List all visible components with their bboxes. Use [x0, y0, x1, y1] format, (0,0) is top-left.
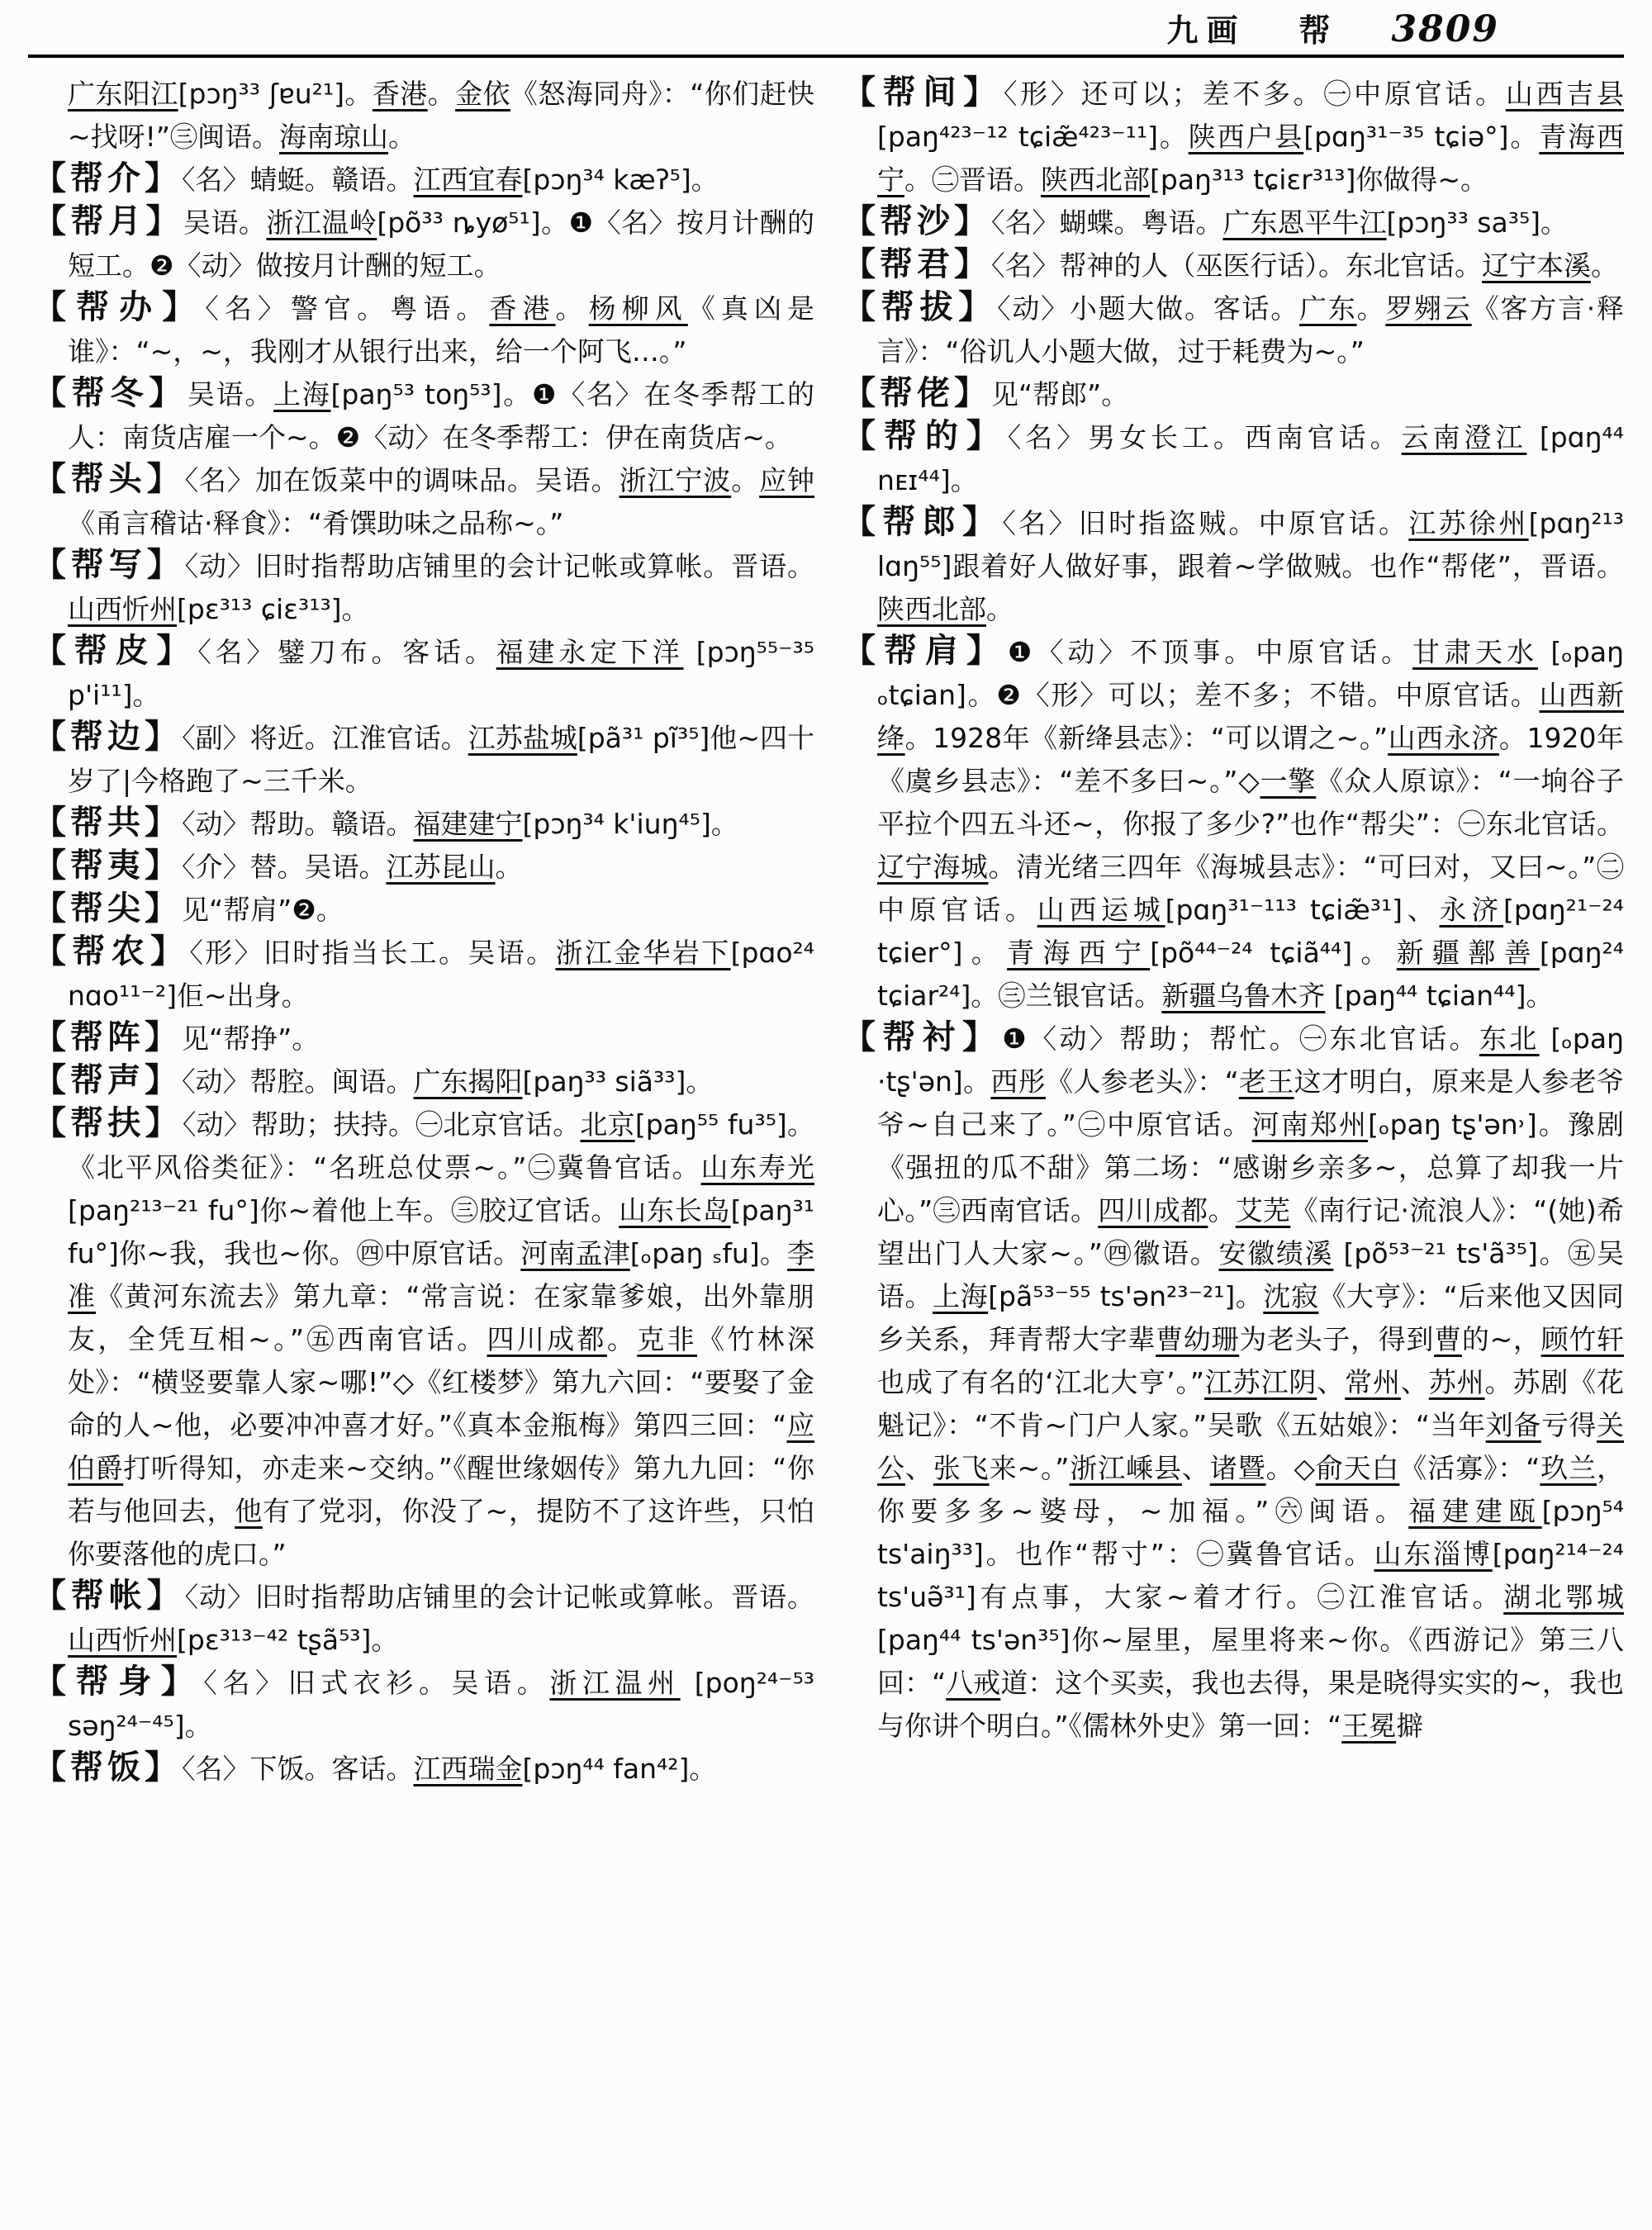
header-rule [28, 55, 1624, 58]
entry-headword: 【帮阵】 [33, 1018, 182, 1056]
entry-text: 、 [904, 1452, 933, 1484]
entry-headword: 【帮肩】 [843, 632, 1008, 670]
entry-text: 〈形〉还可以；差不多。㊀中原官话。 [1003, 78, 1506, 110]
section-heading: 九画 [1166, 12, 1246, 49]
proper-noun: 八戒 [946, 1667, 1001, 1699]
proper-noun: 山西新绛 [877, 679, 1625, 754]
proper-noun: 辽宁海城 [877, 851, 989, 883]
entry-text: 擗 [1396, 1710, 1424, 1742]
dict-entry [843, 287, 1624, 373]
dict-entry [843, 73, 1624, 202]
entry-text: 。 [986, 593, 1014, 625]
proper-noun: 香港 [489, 292, 556, 325]
entry-text: [pɛ³¹³⁻⁴² tʂã⁵³]。 [177, 1624, 399, 1656]
entry-text: 来~。” [989, 1452, 1070, 1484]
entry-text: 〈动〉旧时指帮助店铺里的会计记帐或算帐。晋语。 [184, 550, 815, 582]
dict-entry [843, 631, 1624, 1018]
proper-noun: 西彤 [990, 1065, 1047, 1098]
dict-entry [33, 803, 814, 846]
entry-text: 〈介〉替。吴语。 [182, 851, 387, 883]
entry-headword: 【帮身】 [33, 1663, 204, 1701]
left-column [33, 73, 814, 1791]
entry-text: [pɑŋ²¹⁻²⁴ tɕier°]。 [877, 894, 1625, 969]
entry-headword: 【帮君】 [843, 245, 991, 283]
entry-text: ❶〈动〉帮助；帮忙。㊀东北官话。 [1002, 1022, 1479, 1055]
entry-text: [põ³³ ȵyø⁵¹]。❶〈名〉按月计酬的短工。❷〈动〉做按月计酬的短工。 [68, 206, 815, 282]
entry-text: [paŋ³¹³ tɕiɛr³¹³]你做得~。 [1150, 164, 1488, 196]
entry-text: 〈名〉蝴蝶。粤语。 [991, 206, 1223, 239]
entry-headword: 【帮佬】 [843, 374, 991, 412]
dict-entry [33, 932, 814, 1018]
proper-noun: 湖北鄂城 [1503, 1581, 1625, 1613]
entry-text: [pɔŋ³⁴ kæʔ⁵]。 [522, 164, 719, 196]
entry-text: 见“帮郎”。 [991, 378, 1129, 410]
entry-headword: 【帮头】 [33, 460, 185, 498]
entry-text: 、 [1181, 1452, 1210, 1484]
proper-noun: 苏州 [1428, 1366, 1485, 1398]
entry-text: 有了党羽，你没了~，提防不了这许些，只怕你要落他的虎口。” [68, 1495, 815, 1570]
entry-text: [paŋ²¹³⁻²¹ fu°]你~着他上车。㊂胶辽官话。 [68, 1194, 620, 1226]
entry-text: 。 [387, 121, 415, 153]
entry-text: 。1920年《虞乡县志》：“差不多曰~。”◇ [877, 722, 1625, 797]
proper-noun: 安徽绩溪 [1218, 1237, 1334, 1269]
entry-text: [pã³¹ pĩ³⁵]他~四十岁了|今格跑了~三千米。 [68, 722, 815, 797]
entry-text: 《甬言稽诂·释食》：“肴馔助味之品称~。” [68, 507, 564, 539]
proper-noun: 江苏盐城 [468, 722, 577, 754]
entry-headword: 【帮写】 [33, 546, 185, 584]
entry-text: 《真凶是谁》：“~，~，我刚才从银行出来，给一个阿飞…。” [68, 292, 815, 368]
proper-noun: 诸暨 [1209, 1452, 1266, 1484]
proper-noun: 陕西户县 [1188, 121, 1304, 153]
entry-text: [pɑŋ⁴⁴ nᴇɪ⁴⁴]。 [877, 421, 1625, 496]
entry-text: [ₒpaŋ tʂ'ən˒]。豫剧《强扭的瓜不甜》第二场：“感谢乡亲多~，总算了却我一片心。”㊂西南官话。 [877, 1108, 1625, 1226]
entry-text: 。1928年《新绛县志》：“可以谓之~。” [904, 722, 1389, 754]
entry-text: [põ⁴⁴⁻²⁴ tɕiã⁴⁴]。 [1150, 937, 1397, 969]
entry-text: [põ⁵³⁻²¹ ts'ã³⁵]。㊄吴语。 [877, 1237, 1625, 1312]
entry-headword: 【帮帐】 [33, 1577, 185, 1615]
entry-headword: 【帮农】 [33, 932, 190, 970]
entry-headword: 【帮介】 [33, 159, 182, 197]
entry-text: 吴语。 [183, 206, 267, 239]
proper-noun: 永济 [1439, 894, 1503, 926]
entry-headword: 【帮尖】 [33, 890, 182, 928]
entry-text: 见“帮挣”。 [182, 1022, 320, 1055]
proper-noun: 山西忻州 [68, 593, 177, 625]
entry-text: 《众人原谅》：“一垧谷子平拉个四五斗还~，你报了多少?”也作“帮尖”：㊀东北官话。 [877, 765, 1624, 840]
entry-text: 《南行记·流浪人》：“(她)希望出门人大家~。”㊃徽语。 [877, 1194, 1624, 1269]
entry-text: 〈动〉帮助。赣语。 [182, 808, 414, 840]
entry-text: 打听得知，亦走来~交纳。”《醒世缘姻传》第九九回：“你若与他回去， [68, 1452, 815, 1527]
proper-noun: 张飞 [933, 1452, 990, 1484]
entry-text: 道：这个买卖，我也去得，果是晓得实实的~，我也与你讲个明白。”《儒林外史》第一回：“ [877, 1667, 1624, 1742]
entry-headword: 【帮扶】 [33, 1104, 183, 1142]
proper-noun: 关公 [877, 1409, 1625, 1484]
proper-noun: 河南郑州 [1251, 1108, 1369, 1141]
proper-noun: 青海西宁 [877, 121, 1625, 196]
entry-text: 《活寡》：“ [1399, 1452, 1540, 1484]
entry-headword: 【帮共】 [33, 804, 182, 842]
dict-entry [33, 1662, 814, 1748]
entry-text: 。 [731, 464, 760, 496]
entry-text: 〈名〉下饭。客话。 [182, 1753, 414, 1785]
proper-noun: 陕西北部 [1041, 164, 1150, 196]
entry-text: [pɑŋ²⁴ tɕiar²⁴]。㊂兰银官话。 [877, 937, 1625, 1012]
entry-text: [pɑŋ³¹⁻³⁵ tɕiə°]。 [1303, 121, 1540, 153]
entry-text: 《客方言·释言》：“俗讥人小题大做，过于耗费为~。” [877, 292, 1625, 368]
dict-entry [33, 202, 814, 287]
proper-noun: 顾竹轩 [1540, 1323, 1625, 1355]
proper-noun: 山西吉县 [1505, 78, 1625, 110]
entry-text: [paŋ³¹ fu°]你~我，我也~你。㊃中原官话。 [68, 1194, 814, 1269]
entry-text: 〈副〉将近。江淮官话。 [182, 722, 468, 754]
proper-noun: 广东阳江 [68, 78, 178, 110]
entry-text: 。㊁晋语。 [904, 164, 1041, 196]
proper-noun: 江苏昆山 [386, 851, 496, 883]
dict-entry [33, 373, 814, 459]
entry-headword: 【帮衬】 [843, 1018, 1003, 1056]
proper-noun: 福建建瓯 [1408, 1495, 1542, 1527]
dict-entry [33, 846, 814, 889]
proper-noun: 香港 [372, 78, 428, 110]
entry-text: 〈名〉男女长工。西南官话。 [1007, 421, 1402, 453]
entry-headword: 【帮间】 [843, 74, 1004, 112]
entry-text: ❶〈动〉不顶事。中原官话。 [1007, 636, 1413, 668]
entry-text: [pɔŋ⁴⁴ fan⁴²]。 [522, 1753, 717, 1785]
proper-noun: 浙江金华岩下 [555, 937, 731, 969]
entry-text: 。 [1208, 1194, 1236, 1226]
proper-noun: 浙江宁波 [619, 464, 732, 496]
proper-noun: 甘肃天水 [1412, 636, 1538, 668]
entry-text: 见“帮肩”❷。 [182, 894, 344, 926]
right-column [843, 73, 1624, 1748]
entry-headword: 【帮边】 [33, 718, 183, 756]
dict-entry [33, 159, 814, 202]
proper-noun: 陕西北部 [877, 593, 986, 625]
dict-entry [843, 502, 1624, 631]
proper-noun: 江苏江阴 [1203, 1366, 1317, 1398]
dict-entry [843, 202, 1624, 244]
entry-text: 〈动〉旧时指帮助店铺里的会计记帐或算帐。晋语。 [184, 1581, 815, 1613]
entry-text: 。 [427, 78, 456, 110]
proper-noun: 福建永定下洋 [496, 636, 684, 668]
proper-noun: 克非 [637, 1323, 697, 1355]
entry-text: [paŋ⁴⁴ tɕian⁴⁴]。 [1325, 980, 1554, 1012]
proper-noun: 福建建宁 [413, 808, 523, 840]
proper-noun: 新疆鄯善 [1396, 937, 1540, 969]
dict-entry [843, 244, 1624, 287]
page-number: 3809 [1391, 8, 1499, 50]
entry-headword: 【帮办】 [33, 288, 206, 326]
entry-text: 、 [1317, 1366, 1346, 1398]
proper-noun: 杨柳风 [588, 292, 688, 325]
proper-noun: 辽宁本溪 [1482, 249, 1591, 282]
proper-noun: 浙江温岭 [266, 206, 377, 239]
proper-noun: 山东淄博 [1374, 1538, 1493, 1570]
proper-noun: 一擎 [1260, 765, 1317, 797]
entry-text: [paŋ⁴²³⁻¹² tɕiæ̃⁴²³⁻¹¹]。 [877, 121, 1189, 153]
entry-text: 。 [495, 851, 523, 883]
entry-text: [pɔŋ⁵⁴ ts'aiŋ³³]。也作“帮寸”：㊀冀鲁官话。 [877, 1495, 1624, 1570]
entry-text: 〈动〉帮腔。闽语。 [182, 1065, 414, 1098]
dict-entry [33, 545, 814, 631]
entry-headword: 【帮沙】 [843, 202, 991, 240]
proper-noun: 北京 [580, 1108, 635, 1141]
entry-text: [pɑŋ²¹³ lɑŋ⁵⁵]跟着好人做好事，跟着~学做贼。也作“帮佬”，晋语。 [877, 507, 1625, 582]
entry-text: [paŋ⁵⁵ fu³⁵]。《北平风俗类征》：“名班总仗票~。”㊁冀鲁官话。 [68, 1108, 815, 1184]
entry-headword: 【帮声】 [33, 1061, 182, 1099]
entry-headword: 【帮月】 [33, 202, 183, 240]
entry-text: 〈名〉旧时指盗贼。中原官话。 [1002, 507, 1409, 539]
proper-noun: 上海 [273, 378, 331, 410]
entry-text: 〈名〉警官。粤语。 [205, 292, 490, 325]
entry-text: [pɔŋ³⁴ k'iuŋ⁴⁵]。 [522, 808, 738, 840]
dict-entry [843, 1018, 1624, 1748]
entry-text: 《竹林深处》：“横竖要靠人家~哪!”◇《红楼梦》第九六回：“要娶了金命的人~他，必要冲冲喜才好。”《真本金瓶梅》第四三回：“ [68, 1323, 815, 1441]
entry-text: 、 [1400, 1366, 1429, 1398]
proper-noun: 常州 [1345, 1366, 1401, 1398]
entry-text: 《人参老头》：“ [1046, 1065, 1239, 1098]
entry-headword: 【帮拔】 [843, 288, 998, 326]
proper-noun: 他 [235, 1495, 263, 1527]
entry-headword: 【帮皮】 [33, 632, 198, 670]
proper-noun: 四川成都 [1098, 1194, 1208, 1226]
proper-noun: 青海西宁 [1007, 937, 1151, 969]
proper-noun: 河南孟津 [520, 1237, 630, 1269]
entry-text: 〈名〉旧式衣衫。吴语。 [203, 1667, 550, 1699]
proper-noun: 东北 [1479, 1022, 1540, 1055]
proper-noun: 曹幼珊 [1156, 1323, 1240, 1355]
dict-entry [33, 459, 814, 545]
entry-text: 。 [606, 1323, 638, 1355]
entry-text: 。苏剧《花魁记》：“不肯~门户人家。”吴歌《五姑娘》：“当年 [877, 1366, 1625, 1441]
entry-text: 〈动〉小题大做。客话。 [997, 292, 1300, 325]
page-word: 帮 [1298, 12, 1339, 49]
entry-text: ，你要多多~婆母，~加福。”㊅闽语。 [877, 1452, 1625, 1527]
proper-noun: 应钟 [759, 464, 815, 496]
proper-noun: 上海 [933, 1280, 989, 1312]
dict-entry [33, 1103, 814, 1576]
entry-text: [paŋ⁵³ toŋ⁵³]。❶〈名〉在冬季帮工的人：南货店雇一个~。❷〈动〉在冬季帮工：伊在南货店~。 [68, 378, 815, 453]
dict-entry [843, 373, 1624, 416]
proper-noun: 广东揭阳 [413, 1065, 523, 1098]
entry-text: 。 [1591, 249, 1618, 282]
proper-noun: 应伯爵 [68, 1409, 815, 1484]
entry-text: 《怒海同舟》：“你们赶快~找呀!”㊂闽语。 [68, 78, 815, 153]
entry-text: [paŋ⁴⁴ ts'ən³⁵]你~屋里，屋里将来~你。《西游记》第三八回：“ [877, 1624, 1624, 1699]
entry-text: 《大亨》：“后来他又因同乡关系，拜青帮大字辈 [877, 1280, 1625, 1355]
entry-text: [ₒpaŋ ₛfu]。 [629, 1237, 787, 1269]
entry-text: [ₒpaŋ ₒtɕian]。❷〈形〉可以；差不多；不错。中原官话。 [877, 636, 1624, 711]
entry-text: [pɑo²⁴ nɑo¹¹⁻²]佢~出身。 [68, 937, 815, 1012]
proper-noun: 山西永济 [1388, 722, 1499, 754]
dict-entry [33, 287, 814, 373]
dict-entry [33, 631, 814, 717]
proper-noun: 俞天白 [1315, 1452, 1400, 1484]
entry-headword: 【帮的】 [843, 417, 1008, 455]
proper-noun: 艾芜 [1235, 1194, 1291, 1226]
entry-headword: 【帮郎】 [843, 503, 1003, 541]
entry-text: 〈名〉帮神的人（巫医行话）。东北官话。 [991, 249, 1482, 282]
dict-entry [33, 73, 814, 159]
proper-noun: 山西运城 [1037, 894, 1165, 926]
entry-text: 吴语。 [187, 378, 274, 410]
proper-noun: 沈寂 [1263, 1280, 1319, 1312]
proper-noun: 浙江温州 [549, 1667, 681, 1699]
entry-headword: 【帮饭】 [33, 1748, 182, 1786]
dict-entry [33, 1748, 814, 1791]
dict-entry [33, 717, 814, 803]
entry-text: [pã⁵³⁻⁵⁵ ts'ən²³⁻²¹]。 [988, 1280, 1264, 1312]
proper-noun: 广东恩平牛江 [1222, 206, 1387, 239]
proper-noun: 浙江嵊县 [1069, 1452, 1182, 1484]
entry-text: 也成了有名的‘江北大亨’。” [877, 1366, 1204, 1398]
proper-noun: 海南琼山 [278, 121, 388, 153]
proper-noun: 老王 [1238, 1065, 1294, 1098]
dict-entry [843, 416, 1624, 502]
proper-noun: 江苏徐州 [1408, 507, 1529, 539]
dict-entry [33, 1576, 814, 1662]
page-header [0, 5, 1499, 50]
proper-noun: 云南澄江 [1401, 421, 1527, 453]
entry-text: [pɔŋ³³ sa³⁵]。 [1386, 206, 1569, 239]
dict-entry [33, 1060, 814, 1103]
entry-text: 。 [1356, 292, 1386, 325]
entry-text: 〈形〉旧时指当长工。吴语。 [189, 937, 556, 969]
proper-noun: 玖兰 [1540, 1452, 1597, 1484]
entry-text: [pɔŋ³³ ʃɐu²¹]。 [178, 78, 373, 110]
proper-noun: 刘备 [1485, 1409, 1541, 1441]
entry-text: [pɔŋ⁵⁵⁻³⁵ p'i¹¹]。 [68, 636, 815, 711]
entry-headword: 【帮夷】 [33, 847, 182, 885]
entry-text: [pɑŋ³¹⁻¹¹³ tɕiæ̃³¹]、 [1165, 894, 1440, 926]
entry-text: 的~， [1461, 1323, 1541, 1355]
entry-headword: 【帮冬】 [33, 374, 188, 412]
proper-noun: 山东寿光 [700, 1151, 815, 1184]
entry-text: 〈名〉加在饭菜中的调味品。吴语。 [184, 464, 620, 496]
proper-noun: 广东 [1299, 292, 1357, 325]
dict-entry [33, 1018, 814, 1060]
entry-text: 〈名〉蜻蜓。赣语。 [182, 164, 414, 196]
proper-noun: 金依 [455, 78, 510, 110]
proper-noun: 山西忻州 [68, 1624, 177, 1656]
entry-text: 这才明白，原来是人参老爷爷~自己来了。”㊁中原官话。 [877, 1065, 1625, 1141]
proper-noun: 江西宜春 [413, 164, 523, 196]
entry-text: [ₒpaŋ ·tʂ'ən]。 [877, 1022, 1625, 1098]
dict-entry [33, 889, 814, 932]
entry-text: 为老头子，得到 [1239, 1323, 1435, 1355]
proper-noun: 山东长岛 [619, 1194, 731, 1226]
proper-noun: 罗翙云 [1385, 292, 1472, 325]
proper-noun: 江西瑞金 [413, 1753, 523, 1785]
entry-text: [paŋ³³ siã³³]。 [522, 1065, 714, 1098]
entry-text: 〈动〉帮助；扶持。㊀北京官话。 [182, 1108, 581, 1141]
entry-text: [poŋ²⁴⁻⁵³ səŋ²⁴⁻⁴⁵]。 [68, 1667, 815, 1742]
entry-text: 《黄河东流去》第九章：“常言说：在家靠爹娘，出外靠朋友，全凭互相~。”㊄西南官话。 [68, 1280, 815, 1355]
proper-noun: 李准 [68, 1237, 814, 1312]
entry-text: [pɛ³¹³ ɕiɛ³¹³]。 [177, 593, 369, 625]
entry-text: 。 [555, 292, 589, 325]
entry-text: 。◇ [1265, 1452, 1316, 1484]
proper-noun: 王冕 [1341, 1710, 1397, 1742]
entry-text: 亏得 [1540, 1409, 1597, 1441]
entry-text: 〈名〉鐾刀布。客话。 [197, 636, 496, 668]
entry-text: [pɑŋ²¹⁴⁻²⁴ ts'uə̃³¹]有点事，大家~着才行。㊁江淮官话。 [877, 1538, 1624, 1613]
proper-noun: 四川成都 [487, 1323, 607, 1355]
proper-noun: 新疆乌鲁木齐 [1161, 980, 1326, 1012]
proper-noun: 曹 [1434, 1323, 1462, 1355]
entry-text: 。清光绪三四年《海城县志》：“可曰对，又曰~。”㊁中原官话。 [877, 851, 1625, 926]
